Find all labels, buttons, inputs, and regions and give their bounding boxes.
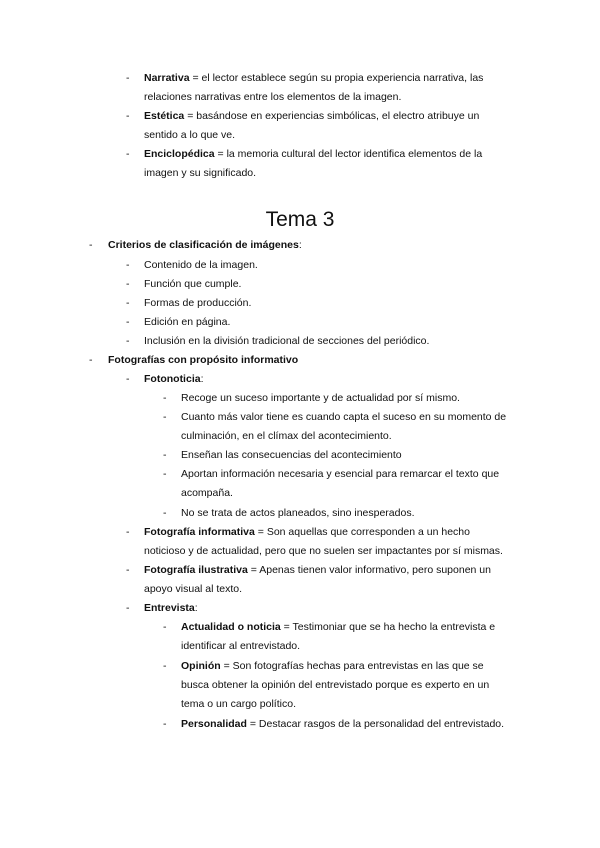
list-item-estetica [144, 107, 479, 126]
bullet-dash: - [163, 718, 167, 730]
bullet-dash: - [126, 278, 130, 290]
text-personalidad: = Destacar rasgos de la personalidad del entrevistado. [246, 718, 505, 730]
term-fotonoticia: Fotonoticia [144, 373, 201, 385]
list-item-informativa-cont: noticioso y de actualidad, pero que no suelen ser impactantes por sí mismas. [144, 545, 503, 557]
bullet-dash: - [126, 316, 130, 328]
term-narrativa: Narrativa [144, 72, 190, 84]
list-item: Enseñan las consecuencias del acontecimiento [181, 449, 402, 461]
list-item-actualidad-cont: identificar al entrevistado. [181, 640, 301, 652]
colon: : [200, 373, 204, 385]
term-informativa: Fotografía informativa [144, 526, 255, 538]
list-item: Edición en página. [144, 316, 231, 328]
text-ilustrativa: = Apenas tienen valor informativo, pero suponen un [247, 564, 491, 576]
list-item-opinion-cont: tema o un cargo político. [181, 698, 296, 710]
list-item: Formas de producción. [144, 297, 252, 309]
text-narrativa: = el lector establece según su propia experiencia narrativa, las [189, 72, 484, 84]
list-item-cont: culminación, en el clímax del acontecimiento. [181, 430, 392, 442]
term-opinion: Opinión [181, 660, 221, 672]
bullet-dash: - [163, 507, 167, 519]
colon: : [194, 602, 198, 614]
bullet-dash: - [89, 239, 93, 251]
bullet-dash: - [126, 110, 130, 122]
list-item-estetica-cont: sentido a lo que ve. [144, 129, 236, 141]
bullet-dash: - [126, 526, 130, 538]
list-item: Recoge un suceso importante y de actualidad por sí mismo. [181, 392, 460, 404]
bullet-dash: - [126, 373, 130, 385]
list-item-narrativa-cont: relaciones narrativas entre los elementos de la imagen. [144, 91, 402, 103]
bullet-dash: - [163, 621, 167, 633]
list-item: Inclusión en la división tradicional de secciones del periódico. [144, 335, 430, 347]
term-personalidad: Personalidad [181, 718, 247, 730]
bullet-dash: - [163, 392, 167, 404]
list-item-ilustrativa-cont: apoyo visual al texto. [144, 583, 243, 595]
list-item: Cuanto más valor tiene es cuando capta el suceso en su momento de [181, 411, 507, 423]
list-item: Función que cumple. [144, 278, 242, 290]
term-fotografias: Fotografías con propósito informativo [108, 354, 299, 366]
list-item-ilustrativa [144, 561, 491, 580]
list-item-enciclopedica [144, 145, 482, 164]
list-item-cont: acompaña. [181, 487, 233, 499]
term-actualidad: Actualidad o noticia [181, 621, 281, 633]
text-estetica: = basándose en experiencias simbólicas, el electro atribuye un [184, 110, 480, 122]
term-entrevista: Entrevista [144, 602, 195, 614]
term-estetica: Estética [144, 110, 185, 122]
text-actualidad: = Testimoniar que se ha hecho la entrevista e [280, 621, 496, 633]
bullet-dash: - [126, 564, 130, 576]
bullet-dash: - [89, 354, 93, 366]
term-criterios: Criterios de clasificación de imágenes [108, 239, 299, 251]
bullet-dash: - [126, 72, 130, 84]
bullet-dash: - [163, 660, 167, 672]
list-item-actualidad [181, 618, 495, 637]
page-title: Tema 3 [265, 208, 335, 231]
bullet-dash: - [163, 468, 167, 480]
list-item-informativa [144, 523, 470, 542]
list-item: Contenido de la imagen. [144, 259, 258, 271]
text-informativa: = Son aquellas que corresponden a un hecho [254, 526, 470, 538]
bullet-dash: - [163, 411, 167, 423]
bullet-dash: - [126, 602, 130, 614]
list-item-personalidad [181, 715, 504, 734]
list-item-opinion [181, 657, 484, 676]
subsection-entrevista [144, 599, 198, 618]
subsection-fotonoticia [144, 370, 204, 389]
section-criterios [108, 236, 302, 255]
term-ilustrativa: Fotografía ilustrativa [144, 564, 248, 576]
bullet-dash: - [126, 335, 130, 347]
text-opinion: = Son fotografías hechas para entrevistas en las que se [220, 660, 484, 672]
list-item-opinion-cont: busca obtener la opinión del entrevistado porque es experto en un [181, 679, 490, 691]
list-item-narrativa [144, 69, 483, 88]
section-fotografias [108, 351, 298, 370]
term-enciclopedica: Enciclopédica [144, 148, 215, 160]
list-item: No se trata de actos planeados, sino inesperados. [181, 507, 415, 519]
list-item: Aportan información necesaria y esencial para remarcar el texto que [181, 468, 500, 480]
bullet-dash: - [163, 449, 167, 461]
bullet-dash: - [126, 259, 130, 271]
colon: : [298, 239, 302, 251]
bullet-dash: - [126, 297, 130, 309]
bullet-dash: - [126, 148, 130, 160]
list-item-enciclopedica-cont: imagen y su significado. [144, 167, 257, 179]
text-enciclopedica: = la memoria cultural del lector identifica elementos de la [214, 148, 483, 160]
